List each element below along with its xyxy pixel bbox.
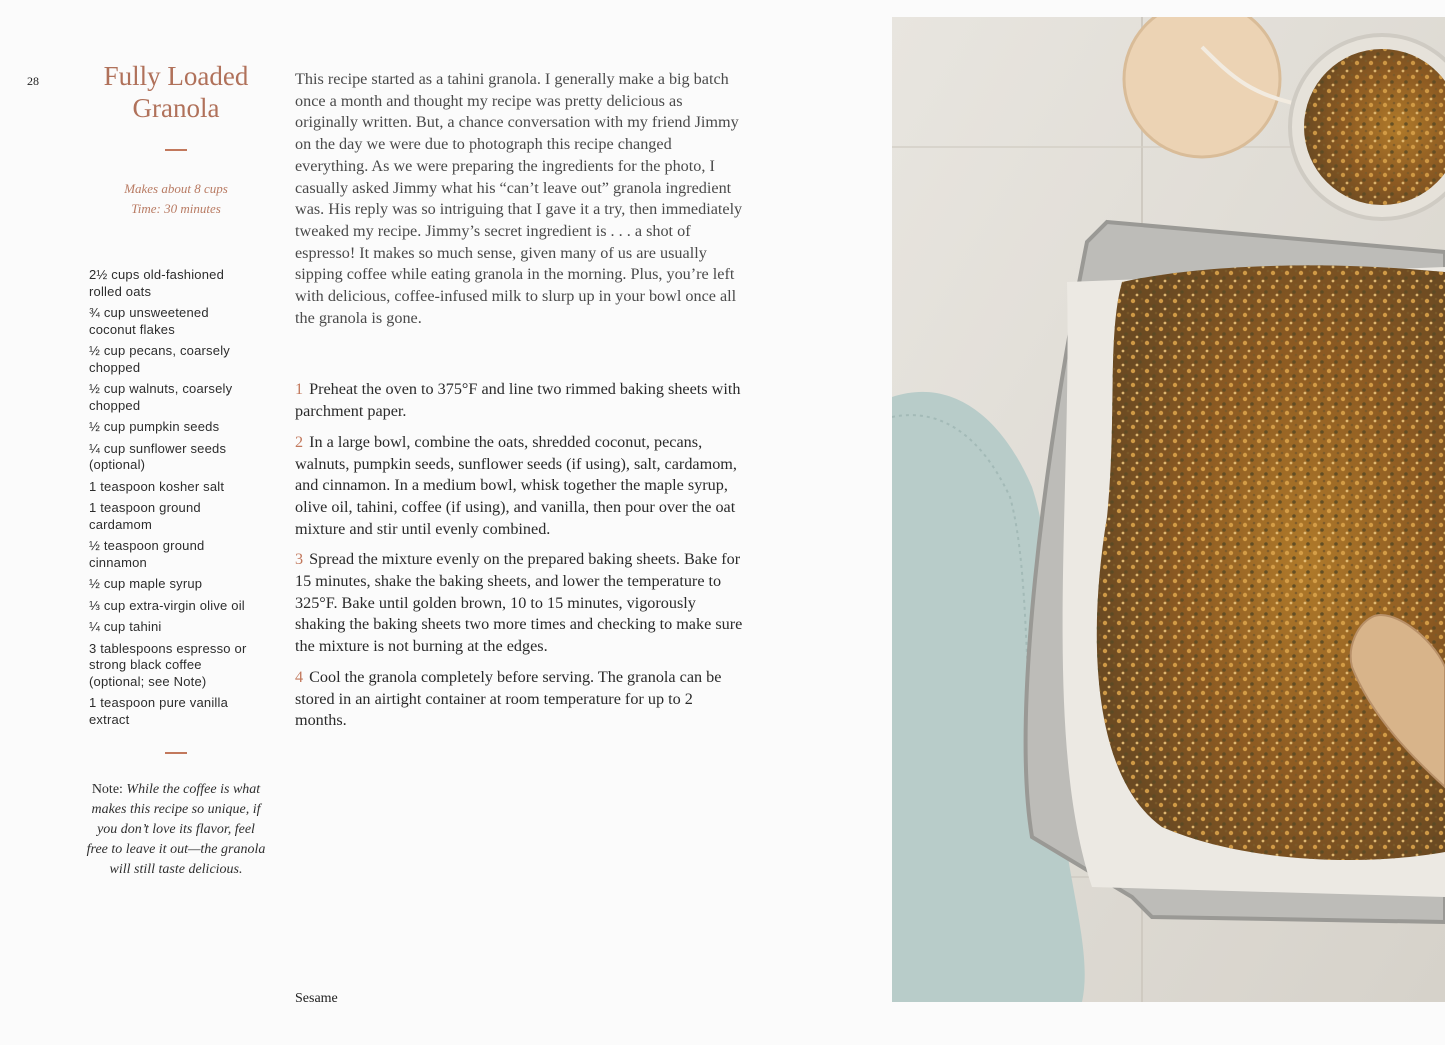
note-text: While the coffee is what makes this recipe so unique, if you don’t love its flavor, feel free to leave it out—the granola will still taste delicious. bbox=[86, 782, 266, 877]
recipe-sidebar bbox=[86, 60, 266, 880]
ingredient-list bbox=[89, 267, 266, 728]
step-text: In a large bowl, combine the oats, shredded coconut, pecans, walnuts, pumpkin seeds, sunflower seeds (if using), salt, cardamom, and cinnamon. In a medium bowl, whisk together the maple syrup, olive oil, tahini, coffee (if using), and vanilla, then pour over the oat mixture and stir until evenly combined. bbox=[295, 432, 737, 538]
step-item bbox=[295, 667, 747, 732]
ingredient-item: ½ cup maple syrup bbox=[89, 576, 203, 591]
note-label: Note: bbox=[91, 782, 123, 797]
step-number: 3 bbox=[295, 550, 304, 569]
step-number: 2 bbox=[295, 432, 304, 451]
book-section-footer: Sesame bbox=[295, 991, 338, 1006]
step-list bbox=[295, 379, 747, 732]
ingredient-item: ½ teaspoon ground cinnamon bbox=[89, 538, 205, 570]
ingredient-item: ½ cup walnuts, coarsely chopped bbox=[89, 381, 233, 413]
recipe-time: Time: 30 minutes bbox=[131, 201, 221, 216]
ingredient-item: ½ cup pecans, coarsely chopped bbox=[89, 343, 230, 375]
ingredient-item: ½ cup pumpkin seeds bbox=[89, 419, 220, 434]
step-item bbox=[295, 432, 747, 541]
step-number: 4 bbox=[295, 667, 304, 686]
step-text: Preheat the oven to 375°F and line two rimmed baking sheets with parchment paper. bbox=[295, 380, 741, 421]
recipe-note bbox=[86, 780, 266, 880]
step-text: Spread the mixture evenly on the prepared baking sheets. Bake for 15 minutes, shake the baking sheets, and lower the temperature to 325°F. Bake until golden brown, 10 to 15 minutes, vigorously shaking the baking sheets two more times and checking to make sure the mixture is not burning at the edges. bbox=[295, 550, 743, 656]
step-item bbox=[295, 549, 747, 658]
step-item bbox=[295, 379, 747, 422]
title-divider bbox=[165, 149, 187, 151]
ingredient-item: 3 tablespoons espresso or strong black coffee (optional; see Note) bbox=[89, 640, 247, 689]
ingredient-item: 1 teaspoon kosher salt bbox=[89, 478, 225, 494]
page-number: 28 bbox=[27, 74, 39, 88]
note-divider bbox=[165, 752, 187, 754]
granola-photo bbox=[892, 17, 1445, 1002]
ingredient-item: ⅓ cup extra-virgin olive oil bbox=[89, 597, 245, 613]
ingredient-item: ¾ cup unsweetened coconut flakes bbox=[89, 305, 209, 337]
step-text: Cool the granola completely before serving. The granola can be stored in an airtight container at room temperature for up to 2 months. bbox=[295, 667, 722, 730]
recipe-body bbox=[295, 69, 747, 741]
recipe-meta bbox=[86, 179, 266, 219]
recipe-intro: This recipe started as a tahini granola. I generally make a big batch once a month and thought my recipe was pretty delicious as originally written. But, a chance conversation with my friend Jimmy on the day we were due to photograph this recipe changed everything. As we were preparing the ingredients for the photo, I casually asked Jimmy what his “can’t leave out” granola ingredient was. His reply was so intriguing that I gave it a try, then immediately tweaked my recipe. Jimmy’s secret ingredient is . . . a shot of espresso! It makes so much sense, given many of us are usually sipping coffee while eating granola in the morning. Plus, you’re left with delicious, coffee-infused milk to slurp up in your bowl once all the granola is gone. bbox=[295, 70, 743, 327]
ingredient-item: ¼ cup sunflower seeds (optional) bbox=[89, 440, 227, 472]
step-number: 1 bbox=[295, 380, 304, 399]
recipe-yield: Makes about 8 cups bbox=[124, 181, 228, 196]
ingredient-item: 2½ cups old-fashioned rolled oats bbox=[89, 267, 225, 299]
jar-lid bbox=[1124, 17, 1280, 157]
ingredient-item: ¼ cup tahini bbox=[89, 619, 162, 634]
recipe-title: Fully Loaded Granola bbox=[103, 61, 249, 123]
ingredient-item: 1 teaspoon pure vanilla extract bbox=[89, 695, 229, 727]
ingredient-item: 1 teaspoon ground cardamom bbox=[89, 500, 201, 532]
